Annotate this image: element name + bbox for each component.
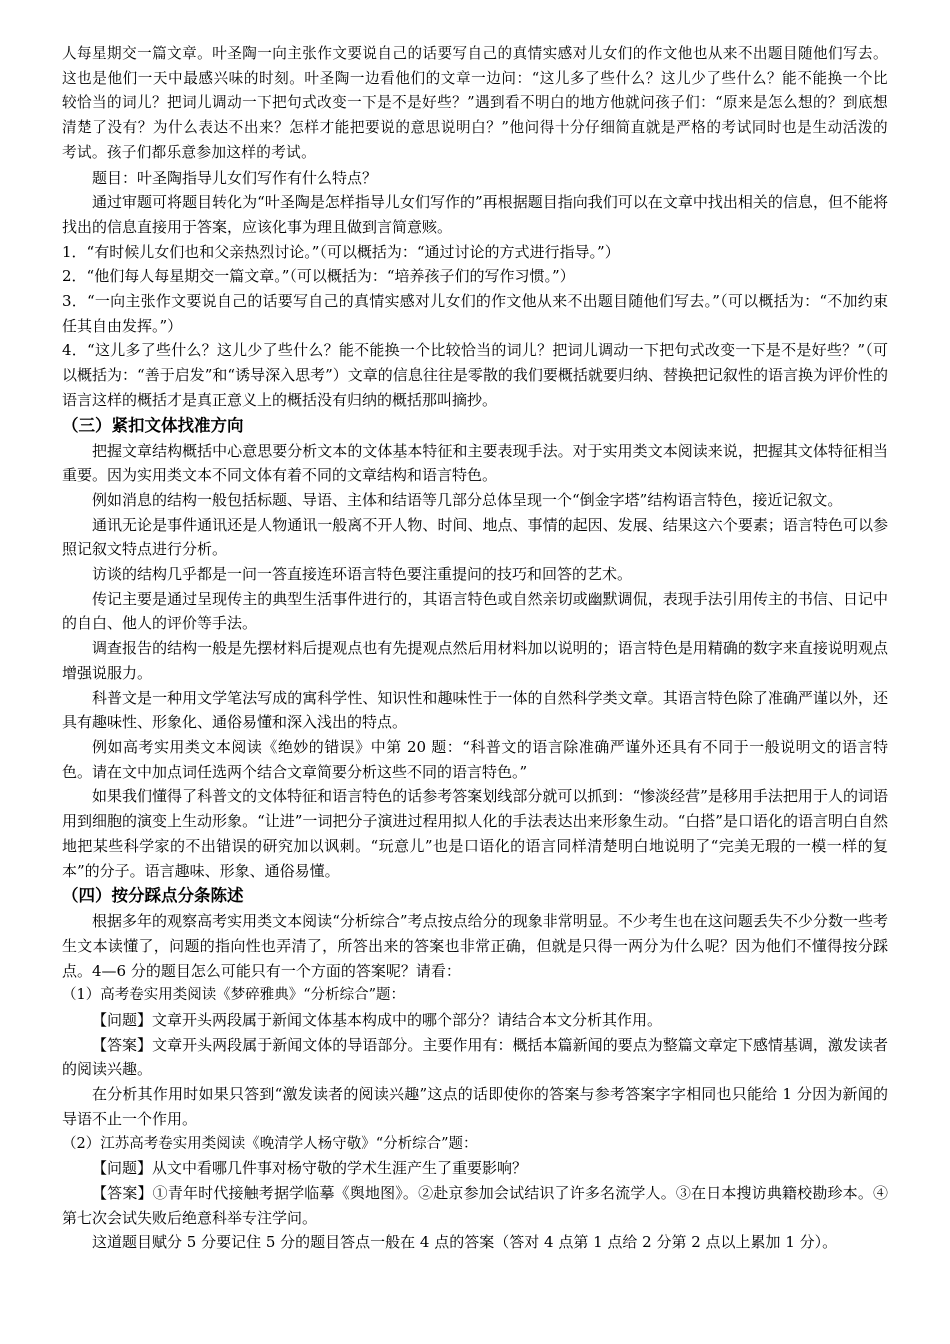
point-1: 1．“有时候儿女们也和父亲热烈讨论。”（可以概括为：“通过讨论的方式进行指导。”）	[62, 242, 620, 261]
case-1-title: （1）高考卷实用类阅读《梦碎雅典》“分析综合”题：	[62, 987, 406, 1004]
case-2-question: 【问题】从文中看哪几件事对杨守敬的学术生涯产生了重要影响？	[92, 1159, 528, 1178]
case-1-note: 在分析其作用时如果只答到“激发读者的阅读兴趣”这点的话即使你的答案与参考答案字字相同也只能给 1 分因为新闻的导语不止一个作用。	[62, 1085, 888, 1128]
section-3-paragraph: 例如消息的结构一般包括标题、导语、主体和结语等几部分总体呈现一个“倒金字塔”结构语言特色，接近记叙文。	[92, 490, 843, 509]
section-3-paragraph: 访谈的结构几乎都是一问一答直接连环语言特色要注重提问的技巧和回答的艺术。	[92, 565, 633, 584]
case-2-title: （2）江苏高考卷实用类阅读《晚清学人杨守敬》“分析综合”题：	[62, 1135, 478, 1152]
quote-passage: 人每星期交一篇文章。叶圣陶一向主张作文要说自己的话要写自己的真情实感对儿女们的作文他也从来不出题目随他们写去。这也是他们一天中最感兴味的时刻。叶圣陶一边看他们的文章一边问：“这儿多了些什么？这儿少了些什么？能不能换一个比较恰当的词儿？把词儿调动一下把句式改变一下是不是好些？”遇到看不明白的地方他就问孩子们：“原来是怎么想的？到底想清楚了没有？为什么表达不出来？怎样才能把要说的意思说明白？”他问得十分仔细简直就是严格的考试同时也是生动活泼的考试。孩子们都乐意参加这样的考试。	[62, 45, 888, 161]
section-3-paragraph: 如果我们懂得了科普文的文体特征和语言特色的话参考答案划线部分就可以抓到：“惨淡经营”是移用手法把用于人的词语用到细胞的演变上生动形象。“让进”一词把分子演进过程用拟人化的手法表达出来形象生动。“白搭”是口语化的语言明白自然地把某些科学家的不出错误的研究加以讽刺。“玩意儿”也是口语化的语言同样清楚明白地说明了“完美无瑕的一模一样的复本”的分子。语言趣味、形象、通俗易懂。	[62, 787, 888, 880]
case-2-answer: 【答案】①青年时代接触考据学临摹《舆地图》。②赴京参加会试结识了许多名流学人。③在日本搜访典籍校勘珍本。④第七次会试失败后绝意科举专注学问。	[62, 1183, 888, 1227]
section-3-paragraph: 通讯无论是事件通讯还是人物通讯一般离不开人物、时间、地点、事情的起因、发展、结果这六个要素；语言特色可以参照记叙文特点进行分析。	[62, 515, 888, 559]
case-2-note: 这道题目赋分 5 分要记住 5 分的题目答点一般在 4 点的答案（答对 4 点第 1 点给 2 分第 2 点以上累加 1 分）。	[92, 1233, 838, 1252]
section-3-paragraph: 把握文章结构概括中心意思要分析文本的文体基本特征和主要表现手法。对于实用类文本阅读来说，把握其文体特征相当重要。因为实用类文本不同文体有着不同的文章结构和语言特色。	[62, 441, 888, 485]
question-line: 题目：叶圣陶指导儿女们写作有什么特点？	[92, 168, 378, 187]
point-3: 3．“一向主张作文要说自己的话要写自己的真情实感对儿女们的作文他从来不出题目随他们写去。”（可以概括为：“不加约束任其自由发挥。”）	[62, 292, 888, 335]
section-3-paragraph: 例如高考实用类文本阅读《绝妙的错误》中第 20 题：“科普文的语言除准确严谨外还具有不同于一般说明文的语言特色。请在文中加点词任选两个结合文章简要分析这些不同的语言特色。”	[62, 737, 888, 781]
section-3-paragraph: 科普文是一种用文学笔法写成的寓科学性、知识性和趣味性于一体的自然科学类文章。其语言特色除了准确严谨以外，还具有趣味性、形象化、通俗易懂和深入浅出的特点。	[62, 688, 888, 732]
section-3-paragraph: 调查报告的结构一般是先摆材料后提观点也有先提观点然后用材料加以说明的；语言特色是用精确的数字来直接说明观点增强说服力。	[62, 639, 888, 682]
point-4: 4．“这儿多了些什么？这儿少了些什么？能不能换一个比较恰当的词儿？把词儿调动一下把句式改变一下是不是好些？”（可以概括为：“善于启发”和“诱导深入思考”）文章的信息往往是零散的我们要概括就要归纳、替换把记叙性的语言换为评价性的语言这样的概括才是真正意义上的概括没有归纳的概括那叫摘抄。	[62, 341, 888, 409]
point-2: 2．“他们每人每星期交一篇文章。”（可以概括为：“培养孩子们的写作习惯。”）	[62, 267, 575, 286]
section-4-intro: 根据多年的观察高考实用类文本阅读“分析综合”考点按点给分的现象非常明显。不少考生也在这问题丢失不少分数一些考生文本读懂了，问题的指向性也弄清了，所答出来的答案也非常正确，但就是只得一两分为什么呢？因为他们不懂得按分踩点。4—6 分的题目怎么可能只有一个方面的答案呢？请看：	[62, 912, 888, 980]
section-4-heading: （四）按分踩点分条陈述	[62, 886, 244, 906]
case-1-answer: 【答案】文章开头两段属于新闻文体的导语部分。主要作用有：概括本篇新闻的要点为整篇文章定下感情基调，激发读者的阅读兴趣。	[62, 1035, 888, 1079]
section-3-heading: （三）紧扣文体找准方向	[62, 415, 244, 435]
section-3-paragraph: 传记主要是通过呈现传主的典型生活事件进行的，其语言特色或自然亲切或幽默调侃，表现手法引用传主的书信、日记中的自白、他人的评价等手法。	[62, 589, 888, 633]
analysis-paragraph: 通过审题可将题目转化为“叶圣陶是怎样指导儿女们写作的”再根据题目指向我们可以在文章中找出相关的信息，但不能将找出的信息直接用于答案，应该化事为理且做到言简意赅。	[62, 193, 888, 236]
case-1-question: 【问题】文章开头两段属于新闻文体基本构成中的哪个部分？请结合本文分析其作用。	[92, 1011, 663, 1030]
